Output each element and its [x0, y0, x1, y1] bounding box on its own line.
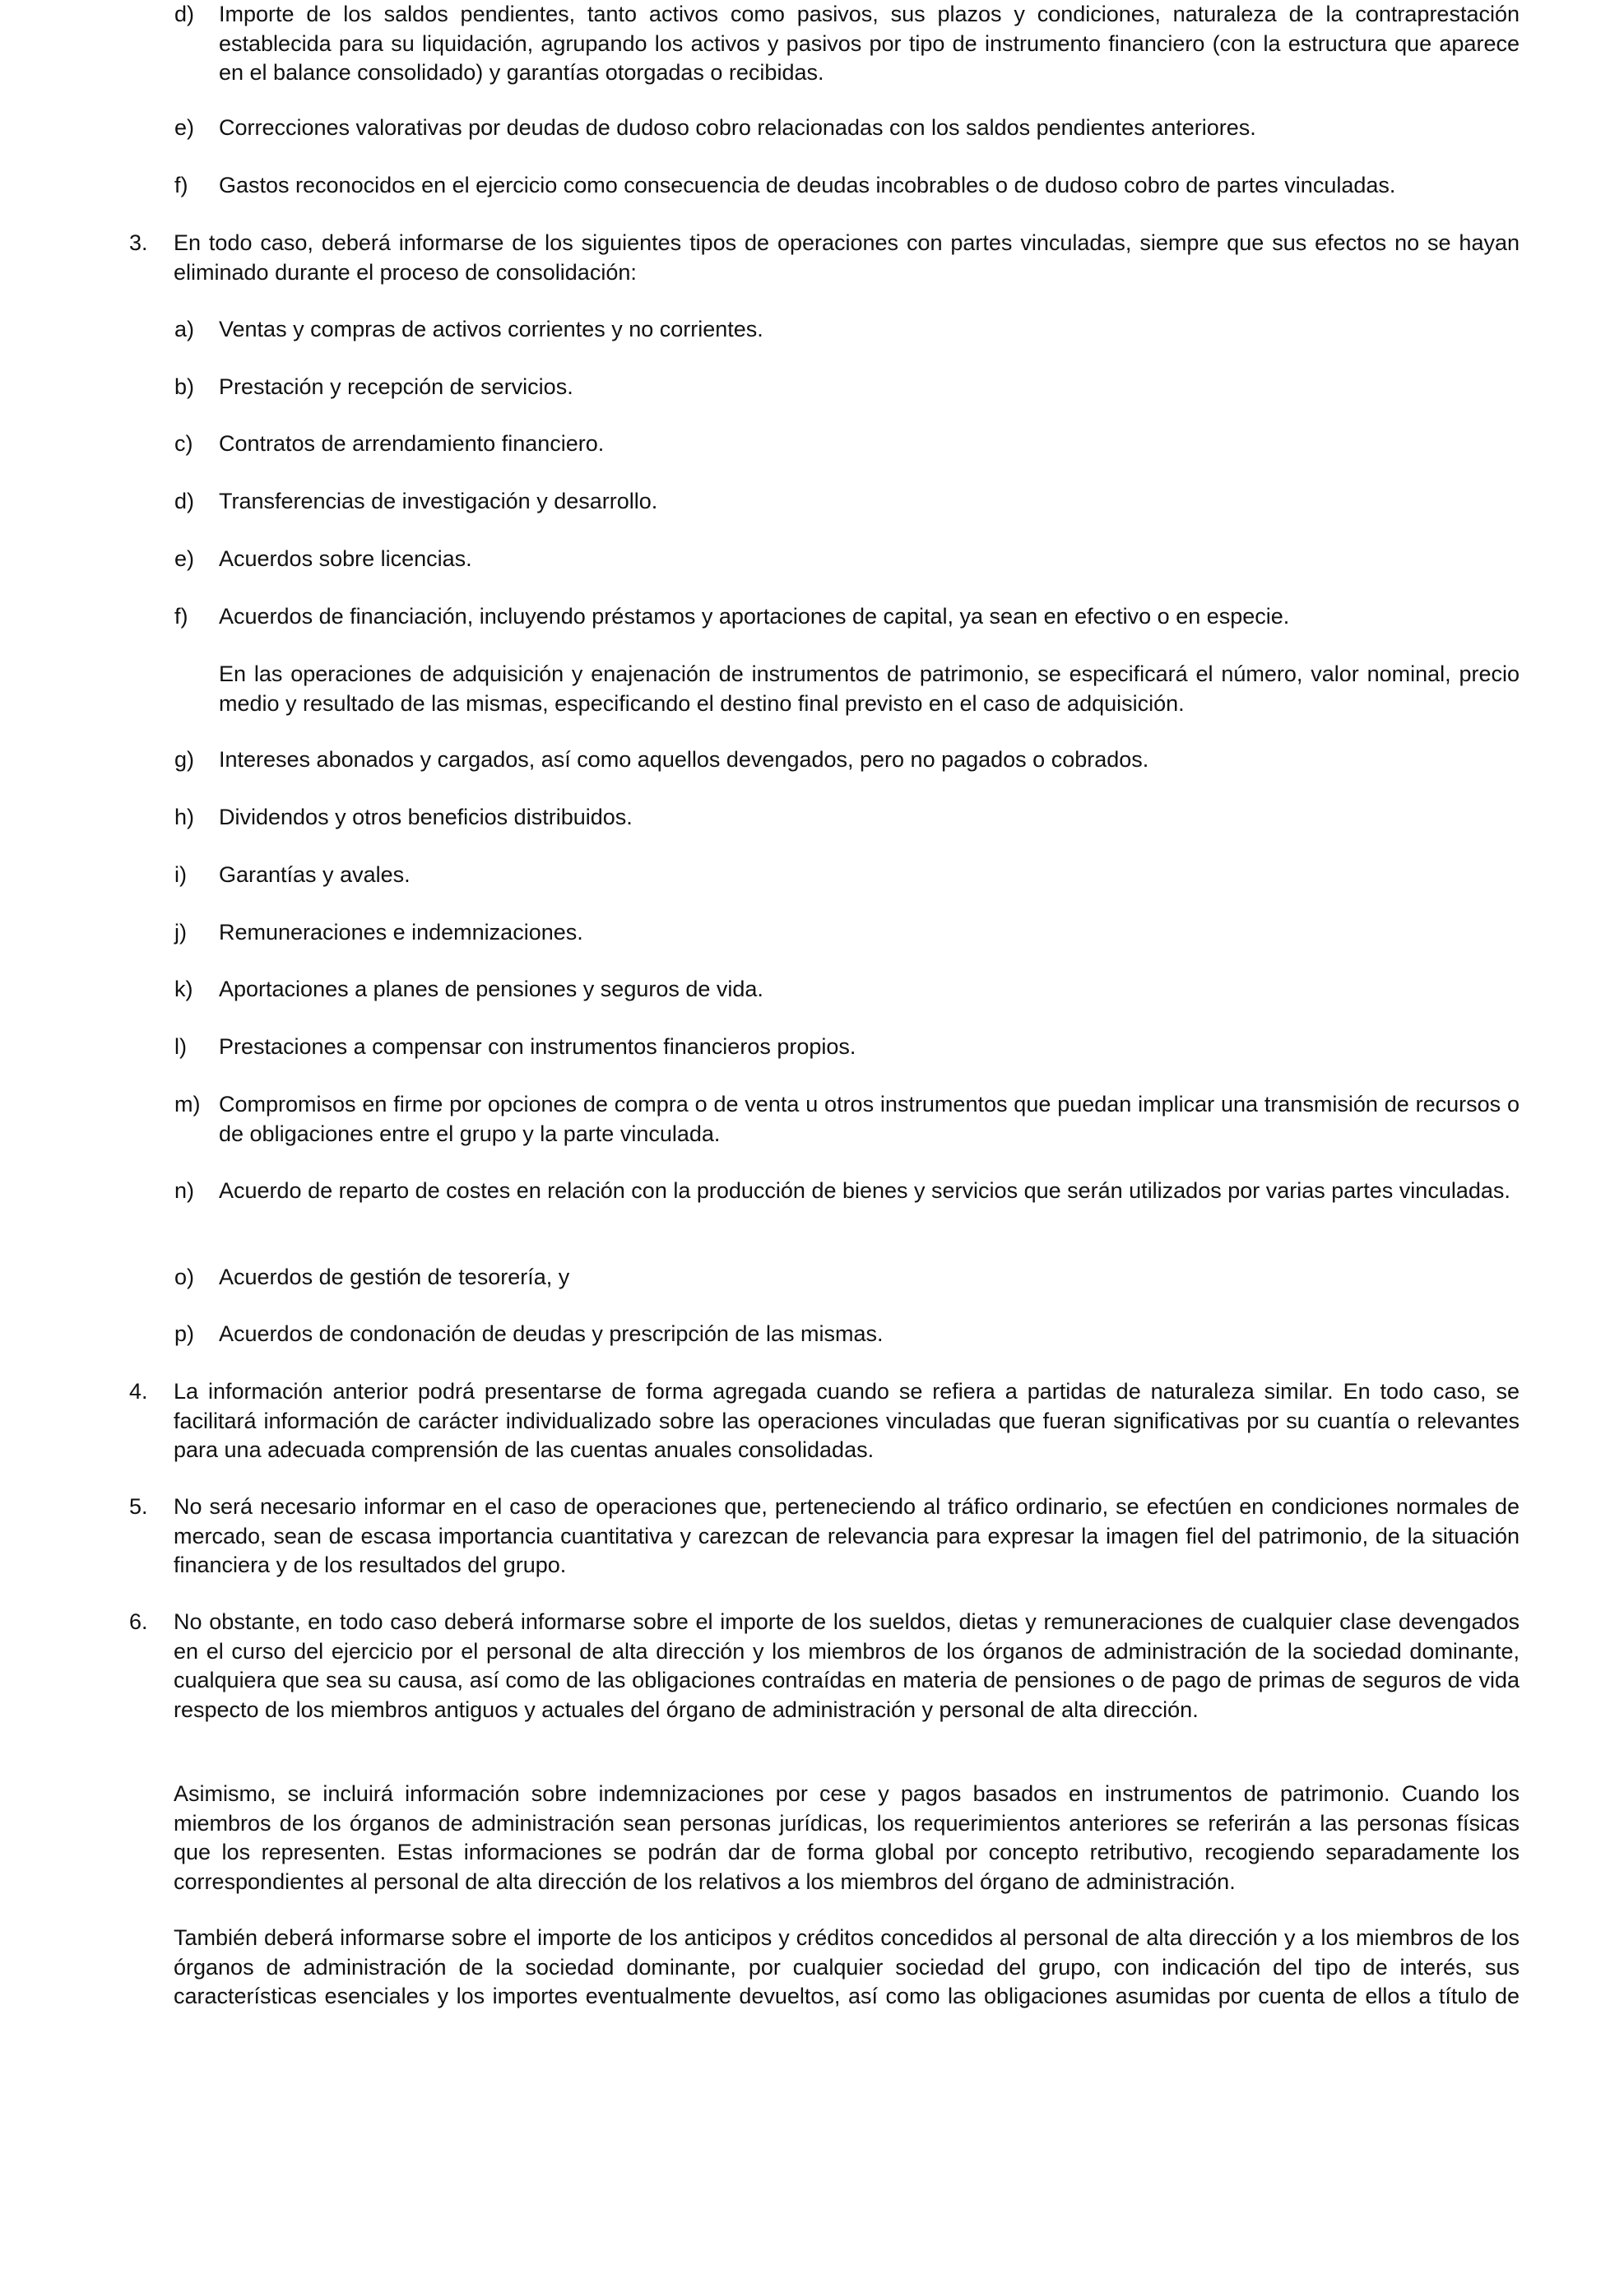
- item-text-n: Acuerdo de reparto de costes en relación con la producción de bienes y servicios que serán utilizados por varias partes vinculadas.: [219, 1178, 1510, 1203]
- item-text-j: Remuneraciones e indemnizaciones.: [219, 920, 583, 945]
- item-marker-l: l): [174, 1034, 187, 1059]
- section-text-6: No obstante, en todo caso deberá informarse sobre el importe de los sueldos, dietas y remuneraciones de cualquier clase devengados en el curso del ejercicio por el personal de alta dirección y los miembros de los órganos de administración de la sociedad dominante, cualquiera que sea su causa, así como de las obligaciones contraídas en materia de pensiones o de pago de primas de seguros de vida respecto de los miembros antiguos y actuales del órgano de administración y personal de alta dirección.: [174, 1609, 1520, 1722]
- item-text-f2: Acuerdos de financiación, incluyendo préstamos y aportaciones de capital, ya sean en efectivo o en especie.: [219, 604, 1290, 629]
- item-marker-p: p): [174, 1321, 195, 1346]
- item-text-h: Dividendos y otros beneficios distribuidos.: [219, 805, 633, 829]
- item-text-b: Prestación y recepción de servicios.: [219, 374, 573, 399]
- item-marker-c: c): [174, 431, 193, 456]
- item-marker-n: n): [174, 1178, 195, 1203]
- item-marker-d: d): [174, 2, 195, 26]
- item-text-i: Garantías y avales.: [219, 862, 411, 887]
- section-text-6-paragraph-3: También deberá informarse sobre el importe de los anticipos y créditos concedidos al personal de alta dirección y a los miembros de los órganos de administración de la sociedad dominante, por cualquier sociedad del grupo, con indicación del tipo de interés, sus características esenciales y los importes eventualmente devueltos, así como las obligaciones asumidas por cuenta de ellos a título de: [174, 1925, 1520, 2008]
- section-number-5: 5.: [129, 1494, 148, 1519]
- item-text-f2-continuation: En las operaciones de adquisición y enajenación de instrumentos de patrimonio, se especificará el número, valor nominal, precio medio y resultado de las mismas, especificando el destino final previsto en el caso de adquisición.: [219, 662, 1520, 716]
- item-marker-j: j): [174, 920, 187, 945]
- item-marker-o: o): [174, 1265, 195, 1289]
- item-marker-a: a): [174, 317, 195, 341]
- item-marker-f2: f): [174, 604, 188, 629]
- section-text-6-paragraph-2: Asimismo, se incluirá información sobre indemnizaciones por cese y pagos basados en instrumentos de patrimonio. Cuando los miembros de los órganos de administración sean personas jurídicas, los requerimientos anteriores se referirán a las personas físicas que los representen. Estas informaciones se podrán dar de forma global por concepto retributivo, recogiendo separadamente los correspondientes al personal de alta dirección de los relativos a los miembros del órgano de administración.: [174, 1781, 1520, 1894]
- item-text-g: Intereses abonados y cargados, así como aquellos devengados, pero no pagados o cobrados.: [219, 747, 1149, 772]
- item-marker-h: h): [174, 805, 195, 829]
- item-text-e: Correcciones valorativas por deudas de dudoso cobro relacionadas con los saldos pendientes anteriores.: [219, 115, 1256, 140]
- item-marker-e: e): [174, 115, 195, 140]
- item-marker-d2: d): [174, 489, 195, 513]
- section-text-3: En todo caso, deberá informarse de los siguientes tipos de operaciones con partes vinculadas, siempre que sus efectos no se hayan eliminado durante el proceso de consolidación:: [174, 230, 1520, 285]
- item-text-c: Contratos de arrendamiento financiero.: [219, 431, 605, 456]
- section-number-4: 4.: [129, 1379, 148, 1404]
- section-text-5: No será necesario informar en el caso de operaciones que, perteneciendo al tráfico ordinario, se efectúen en condiciones normales de mercado, sean de escasa importancia cuantitativa y carezcan de relevancia para expresar la imagen fiel del patrimonio, de la situación financiera y de los resultados del grupo.: [174, 1494, 1520, 1577]
- item-text-d: Importe de los saldos pendientes, tanto activos como pasivos, sus plazos y condiciones, naturaleza de la contraprestación establecida para su liquidación, agrupando los activos y pasivos por tipo de instrumento financiero (con la estructura que aparece en el balance consolidado) y garantías otorgadas o recibidas.: [219, 2, 1520, 85]
- item-text-m: Compromisos en firme por opciones de compra o de venta u otros instrumentos que puedan implicar una transmisión de recursos o de obligaciones entre el grupo y la parte vinculada.: [219, 1092, 1520, 1146]
- item-text-d2: Transferencias de investigación y desarrollo.: [219, 489, 658, 513]
- item-text-k: Aportaciones a planes de pensiones y seguros de vida.: [219, 977, 763, 1001]
- item-marker-g: g): [174, 747, 195, 772]
- item-text-a: Ventas y compras de activos corrientes y no corrientes.: [219, 317, 763, 341]
- item-text-f: Gastos reconocidos en el ejercicio como consecuencia de deudas incobrables o de dudoso cobro de partes vinculadas.: [219, 173, 1396, 197]
- item-marker-i: i): [174, 862, 187, 887]
- section-number-3: 3.: [129, 230, 148, 255]
- section-number-6: 6.: [129, 1609, 148, 1634]
- item-marker-b: b): [174, 374, 195, 399]
- item-marker-k: k): [174, 977, 193, 1001]
- item-marker-f: f): [174, 173, 188, 197]
- item-text-p: Acuerdos de condonación de deudas y prescripción de las mismas.: [219, 1321, 884, 1346]
- section-text-4: La información anterior podrá presentarse de forma agregada cuando se refiera a partidas de naturaleza similar. En todo caso, se facilitará información de carácter individualizado sobre las operaciones vinculadas que fueran significativas por su cuantía o relevantes para una adecuada comprensión de las cuentas anuales consolidadas.: [174, 1379, 1520, 1462]
- item-text-o: Acuerdos de gestión de tesorería, y: [219, 1265, 570, 1289]
- item-text-l: Prestaciones a compensar con instrumentos financieros propios.: [219, 1034, 856, 1059]
- item-text-e2: Acuerdos sobre licencias.: [219, 546, 472, 571]
- item-marker-e2: e): [174, 546, 195, 571]
- item-marker-m: m): [174, 1092, 201, 1116]
